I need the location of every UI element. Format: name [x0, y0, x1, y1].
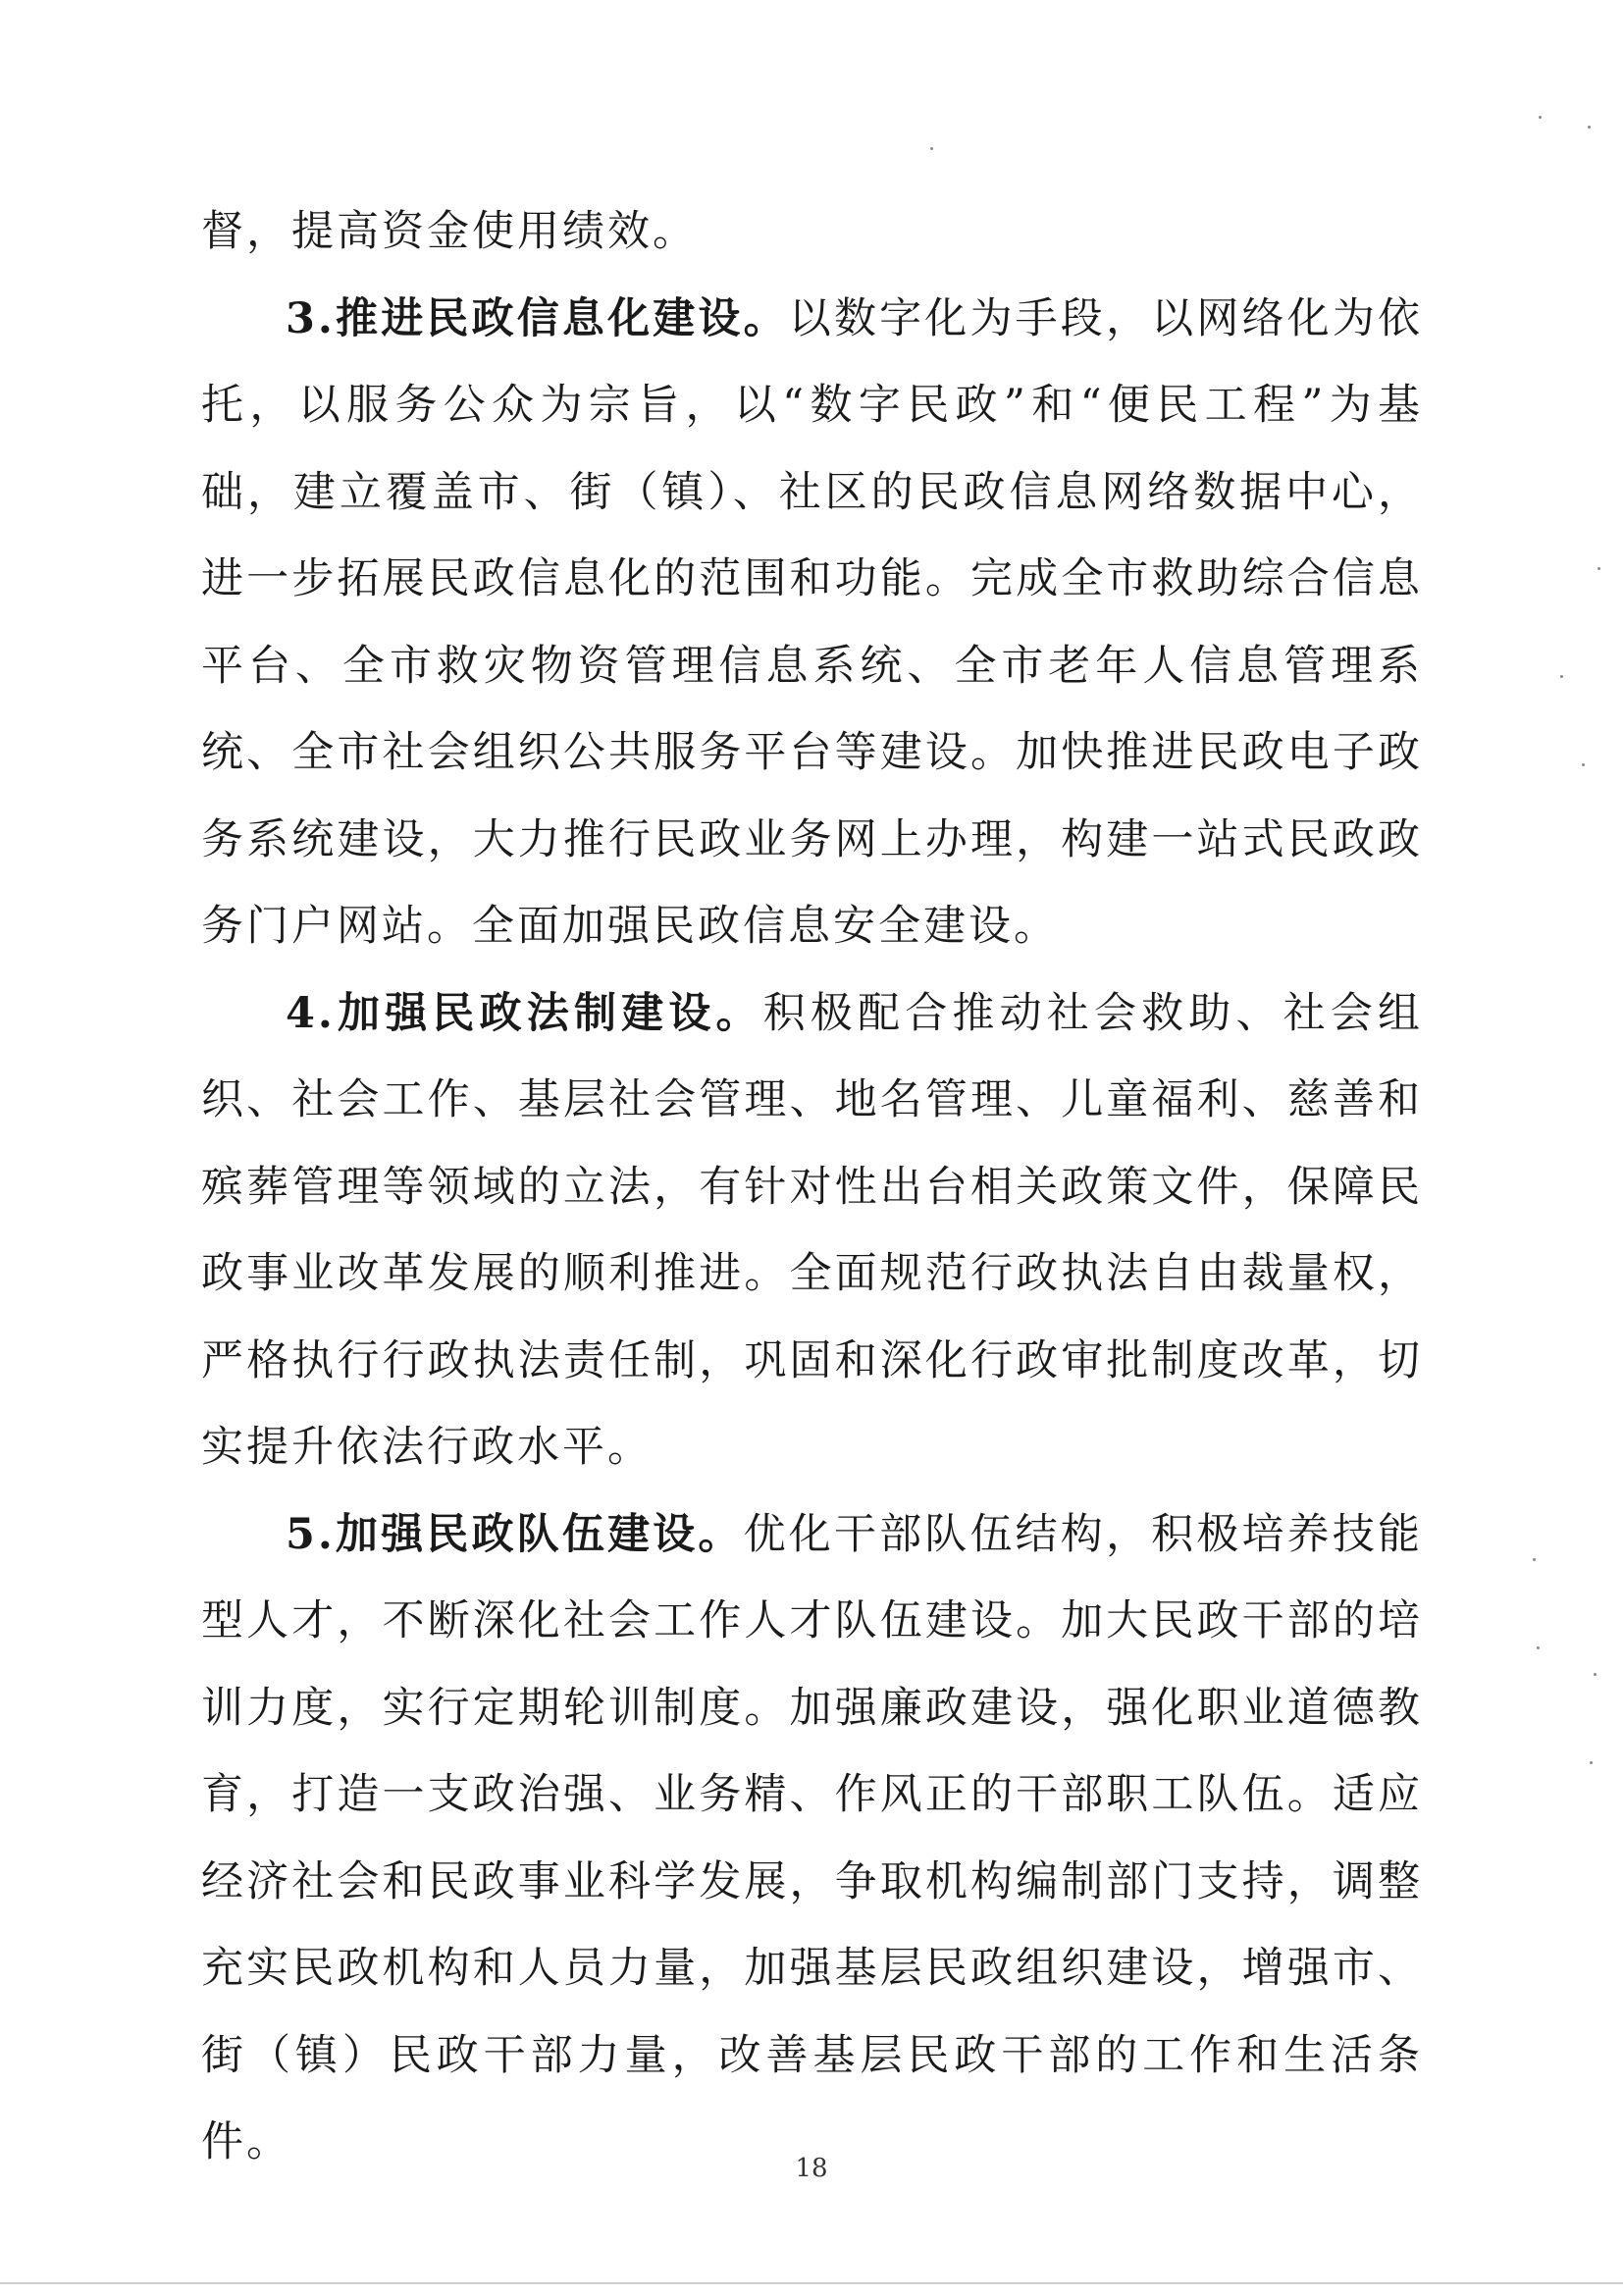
- scan-speck: [1590, 1761, 1593, 1764]
- paragraph-body: 积极配合推动社会救助、社会组织、社会工作、基层社会管理、地名管理、儿童福利、慈善和殡葬管理等领域的立法，有针对性出台相关政策文件，保障民政事业改革发展的顺利推进。全面规范行政执法自由裁量权，严格执行行政执法责任制，巩固和深化行政审批制度改革，切实提升依法行政水平。: [201, 988, 1424, 1472]
- paragraph-team-building: [201, 1491, 1423, 2186]
- paragraph-heading: 3.推进民政信息化建设。: [286, 293, 789, 343]
- scan-speck: [1537, 1646, 1540, 1649]
- scan-speck: [930, 147, 933, 150]
- paragraph-body: 督，提高资金使用绩效。: [201, 207, 698, 256]
- document-body: [201, 188, 1423, 2186]
- scan-speck: [1588, 126, 1591, 129]
- paragraph-heading: 4.加强民政法制建设。: [286, 988, 763, 1038]
- paragraph-informatization: [201, 276, 1423, 970]
- scan-speck: [1582, 763, 1585, 766]
- paragraph-body: 优化干部队伍结构，积极培养技能型人才，不断深化社会工作人才队伍建设。加大民政干部的培训力度，实行定期轮训制度。加强廉政建设，强化职业道德教育，打造一支政治强、业务精、作风正的干部职工队伍。适应经济社会和民政事业科学发展，争取机构编制部门支持，调整充实民政机构和人员力量，加强基层民政组织建设，增强市、街（镇）民政干部力量，改善基层民政干部的工作和生活条件。: [201, 1509, 1424, 2166]
- paragraph-body: 以数字化为手段，以网络化为依托，以服务公众为宗旨，以“数字民政”和“便民工程”为基础，建立覆盖市、街（镇）、社区的民政信息网络数据中心，进一步拓展民政信息化的范围和功能。完成全市救助综合信息平台、全市救灾物资管理信息系统、全市老年人信息管理系统、全市社会组织公共服务平台等建设。加快推进民政电子政务系统建设，大力推行民政业务网上办理，构建一站式民政政务门户网站。全面加强民政信息安全建设。: [201, 293, 1424, 951]
- scan-speck: [1594, 1673, 1597, 1676]
- page-number: 18: [795, 2154, 828, 2183]
- scan-speck: [1539, 116, 1542, 119]
- scan-speck: [1533, 1558, 1536, 1561]
- scan-speck: [1560, 675, 1563, 678]
- scan-edge-line: [0, 2282, 1623, 2284]
- paragraph-continuation: [201, 188, 1423, 276]
- paragraph-legal-system: [201, 970, 1423, 1491]
- paragraph-heading: 5.加强民政队伍建设。: [286, 1509, 744, 1559]
- scan-speck: [1597, 567, 1600, 570]
